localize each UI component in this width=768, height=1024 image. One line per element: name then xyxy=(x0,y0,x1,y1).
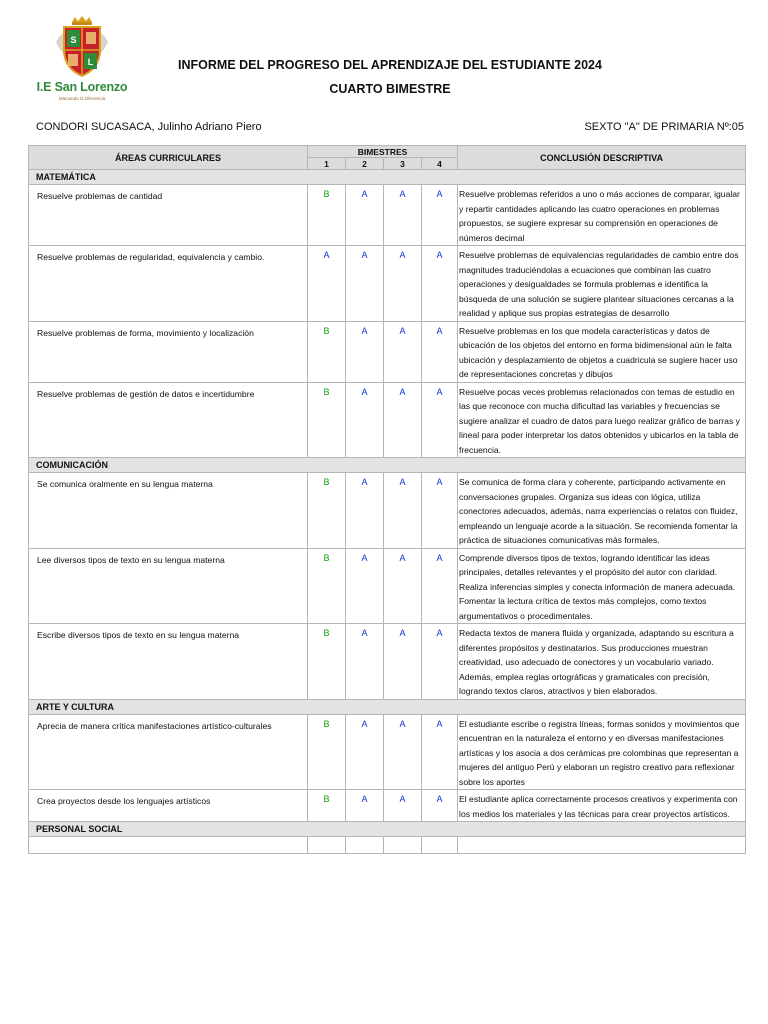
conclusion-cell: Se comunica de forma clara y coherente, participando activamente en conversaciones grupales. Organiza sus ideas con lógica, utiliza conectores adecuados, además, narra experiencias o relatos con fluidez, empleando un lenguaje acorde a la situación. Se recomienda fomentar la práctica de situaciones comunicativas más formales. xyxy=(458,473,746,549)
empty-cell xyxy=(422,837,458,854)
grade-cell-bim-1: B xyxy=(308,624,346,700)
empty-cell xyxy=(458,837,746,854)
grade-cell-bim-3: A xyxy=(384,473,422,549)
table-row xyxy=(29,321,746,382)
empty-cell xyxy=(308,837,346,854)
grade-cell-bim-1: B xyxy=(308,185,346,246)
grade-cell-bim-2: A xyxy=(346,548,384,624)
grade-cell-bim-4: A xyxy=(422,714,458,790)
header-bimestres: BIMESTRES xyxy=(308,146,458,158)
header-bim-2: 2 xyxy=(346,158,384,170)
grade-cell-bim-2: A xyxy=(346,185,384,246)
section-title: PERSONAL SOCIAL xyxy=(29,822,746,837)
table-row xyxy=(29,473,746,549)
section-title: ARTE Y CULTURA xyxy=(29,699,746,714)
conclusion-cell: El estudiante escribe o registra líneas, formas sonidos y movimientos que encuentran en la naturaleza el entorno y en diversas manifestaciones artísticas y los asocia a dos cerámicas pre colombinas que representan a mujeres del antiguo Perú y elaboran un registro creativo para reflexionar sobre los aportes xyxy=(458,714,746,790)
school-name: I.E San Lorenzo xyxy=(36,80,128,94)
table-row xyxy=(29,624,746,700)
grade-cell-bim-4: A xyxy=(422,548,458,624)
header-bim-1: 1 xyxy=(308,158,346,170)
empty-cell xyxy=(384,837,422,854)
empty-row xyxy=(29,837,746,854)
grade-cell-bim-2: A xyxy=(346,382,384,458)
header-bim-4: 4 xyxy=(422,158,458,170)
empty-cell xyxy=(29,837,308,854)
grade-cell-bim-4: A xyxy=(422,790,458,822)
competency-cell: Resuelve problemas de gestión de datos e incertidumbre xyxy=(29,382,308,458)
grade-cell-bim-2: A xyxy=(346,624,384,700)
competency-cell: Se comunica oralmente en su lengua materna xyxy=(29,473,308,549)
grade-cell-bim-4: A xyxy=(422,624,458,700)
grade-cell-bim-4: A xyxy=(422,473,458,549)
conclusion-cell: Resuelve problemas en los que modela características y datos de ubicación de los objetos del entorno en forma bidimensional aún le falta ubicación y desplazamiento de objetos a cuadricula se sugiere hacer uso de representaciones concretas y dibujos xyxy=(458,321,746,382)
grade-cell-bim-3: A xyxy=(384,382,422,458)
conclusion-cell: Resuelve problemas de equivalencias regularidades de cambio entre dos magnitudes traduciéndolas a ecuaciones que combinan las cuatro operaciones y desigualdades se formula problemas e identifica la búsqueda de una solución se sugiere plantear situaciones cercanas a la realidad y aplique sus propias estrategias de desarrollo xyxy=(458,246,746,322)
grade-cell-bim-3: A xyxy=(384,321,422,382)
grade-cell-bim-2: A xyxy=(346,246,384,322)
grades-table-body xyxy=(29,170,746,854)
empty-cell xyxy=(346,837,384,854)
grade-cell-bim-1: B xyxy=(308,321,346,382)
section-row xyxy=(29,822,746,837)
grade-cell-bim-1: B xyxy=(308,473,346,549)
grade-cell-bim-1: B xyxy=(308,714,346,790)
grade-cell-bim-3: A xyxy=(384,790,422,822)
table-row xyxy=(29,790,746,822)
competency-cell: Aprecia de manera crítica manifestaciones artístico-culturales xyxy=(29,714,308,790)
report-subtitle: CUARTO BIMESTRE xyxy=(329,82,451,96)
school-motto: Marcando la Diferencia xyxy=(58,96,106,101)
competency-cell: Resuelve problemas de forma, movimiento y localización xyxy=(29,321,308,382)
grade-cell-bim-3: A xyxy=(384,624,422,700)
student-grade: SEXTO "A" DE PRIMARIA Nº:05 xyxy=(584,121,744,133)
grade-cell-bim-4: A xyxy=(422,246,458,322)
conclusion-cell: Comprende diversos tipos de textos, logrando identificar las ideas principales, detalles relevantes y el propósito del autor con claridad. Realiza inferencias simples y conecta información de manera adecuada. Fomentar la lectura crítica de textos más complejos, como textos argumentativos o procedimentales. xyxy=(458,548,746,624)
grade-cell-bim-4: A xyxy=(422,185,458,246)
table-row xyxy=(29,714,746,790)
header-bim-3: 3 xyxy=(384,158,422,170)
grade-cell-bim-1: A xyxy=(308,246,346,322)
competency-cell: Resuelve problemas de regularidad, equivalencia y cambio. xyxy=(29,246,308,322)
section-row xyxy=(29,699,746,714)
grade-cell-bim-2: A xyxy=(346,714,384,790)
competency-cell: Crea proyectos desde los lenguajes artísticos xyxy=(29,790,308,822)
grades-table xyxy=(28,145,746,854)
table-row xyxy=(29,548,746,624)
crest-letter-s: S xyxy=(70,35,77,45)
header-areas: ÁREAS CURRICULARES xyxy=(29,146,308,170)
grade-cell-bim-2: A xyxy=(346,473,384,549)
header-conclusion: CONCLUSIÓN DESCRIPTIVA xyxy=(458,146,746,170)
grade-cell-bim-3: A xyxy=(384,548,422,624)
crest-letter-l: L xyxy=(87,57,94,67)
section-title: MATEMÁTICA xyxy=(29,170,746,185)
table-row xyxy=(29,185,746,246)
student-name: CONDORI SUCASACA, Julinho Adriano Piero xyxy=(36,121,262,133)
conclusion-cell: Resuelve problemas referidos a uno o más acciones de comparar, igualar y repartir cantidades aplicando las cuatro operaciones en problemas propuestos, se sugiere expresar su comprensión en operaciones de números decimal xyxy=(458,185,746,246)
competency-cell: Escribe diversos tipos de texto en su lengua materna xyxy=(29,624,308,700)
competency-cell: Resuelve problemas de cantidad xyxy=(29,185,308,246)
grade-cell-bim-1: B xyxy=(308,790,346,822)
grade-cell-bim-3: A xyxy=(384,246,422,322)
table-row xyxy=(29,382,746,458)
competency-cell: Lee diversos tipos de texto en su lengua materna xyxy=(29,548,308,624)
report-title: INFORME DEL PROGRESO DEL APRENDIZAJE DEL ESTUDIANTE 2024 xyxy=(178,58,602,72)
grade-cell-bim-2: A xyxy=(346,321,384,382)
grade-cell-bim-1: B xyxy=(308,548,346,624)
grade-cell-bim-4: A xyxy=(422,321,458,382)
conclusion-cell: Resuelve pocas veces problemas relacionados con temas de estudio en las que reconoce con mucha dificultad las variables y frecuencias se sugiere analizar el cuadro de datos para luego realizar gráfico de barras y lineal para poder interpretar los datos obtenidos y ubicarlos en la tabla de frecuencia. xyxy=(458,382,746,458)
grade-cell-bim-1: B xyxy=(308,382,346,458)
grade-cell-bim-2: A xyxy=(346,790,384,822)
section-row xyxy=(29,170,746,185)
grade-cell-bim-3: A xyxy=(384,714,422,790)
grade-cell-bim-3: A xyxy=(384,185,422,246)
grade-cell-bim-4: A xyxy=(422,382,458,458)
conclusion-cell: El estudiante aplica correctamente procesos creativos y experimenta con los medios los materiales y las técnicas para crear proyectos artísticos. xyxy=(458,790,746,822)
section-title: COMUNICACIÓN xyxy=(29,458,746,473)
table-row xyxy=(29,246,746,322)
conclusion-cell: Redacta textos de manera fluida y organizada, adaptando su escritura a diferentes propósitos y destinatarios. Sus producciones muestran creatividad, uso adecuado de conectores y un vocabulario variado. Además, emplea reglas ortográficas y gramaticales con precisión, logrando textos claros, atractivos y bien elaborados. xyxy=(458,624,746,700)
section-row xyxy=(29,458,746,473)
